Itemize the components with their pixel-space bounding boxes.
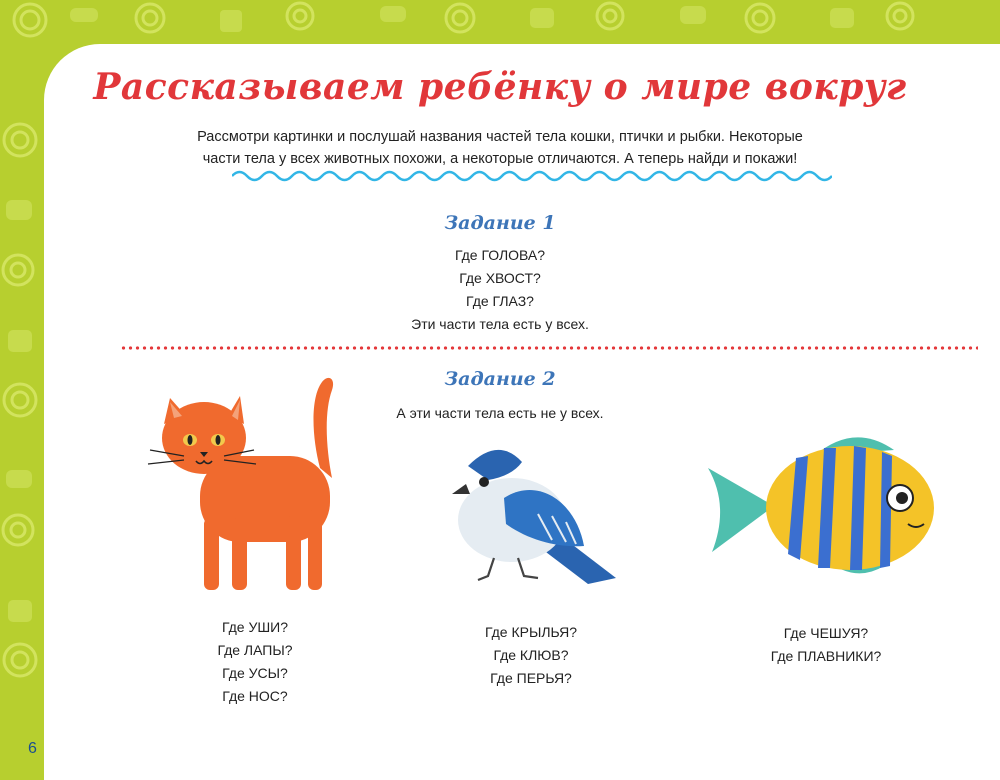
bird-question: Где КЛЮВ? bbox=[493, 647, 569, 663]
task2-title: Задание 2 bbox=[444, 368, 556, 390]
bird-illustration bbox=[448, 436, 620, 586]
fish-questions bbox=[726, 622, 926, 668]
fish-illustration bbox=[704, 428, 936, 584]
cat-question: Где УСЫ? bbox=[222, 665, 288, 681]
cat-question: Где ЛАПЫ? bbox=[217, 642, 293, 658]
dotted-divider bbox=[120, 346, 978, 350]
page-number: 6 bbox=[28, 740, 37, 757]
task1-question: Где ГЛАЗ? bbox=[466, 293, 534, 309]
wave-divider bbox=[232, 168, 832, 184]
bird-question: Где ПЕРЬЯ? bbox=[490, 670, 572, 686]
cat-illustration bbox=[140, 368, 350, 600]
cat-question: Где НОС? bbox=[222, 688, 288, 704]
cat-question: Где УШИ? bbox=[221, 619, 289, 635]
intro-text: Рассмотри картинки и послушай названия частей тела кошки, птички и рыбки. Некоторые части тела у всех животных похожи, а некоторые отличаются. А теперь найди и покажи! bbox=[197, 129, 803, 167]
page-title: Рассказываем ребёнку о мире вокруг bbox=[93, 66, 907, 108]
task1-title: Задание 1 bbox=[444, 212, 556, 234]
fish-question: Где ЧЕШУЯ? bbox=[783, 625, 869, 641]
task1-question: Где ХВОСТ? bbox=[459, 270, 541, 286]
task1-question: Где ГОЛОВА? bbox=[454, 247, 546, 263]
cat-questions bbox=[160, 616, 350, 708]
task2-subtitle: А эти части тела есть не у всех. bbox=[396, 405, 604, 421]
task1-note: Эти части тела есть у всех. bbox=[411, 316, 589, 332]
task1-questions bbox=[380, 244, 620, 336]
bird-question: Где КРЫЛЬЯ? bbox=[484, 624, 578, 640]
fish-question: Где ПЛАВНИКИ? bbox=[770, 648, 882, 664]
bird-questions bbox=[436, 621, 626, 690]
